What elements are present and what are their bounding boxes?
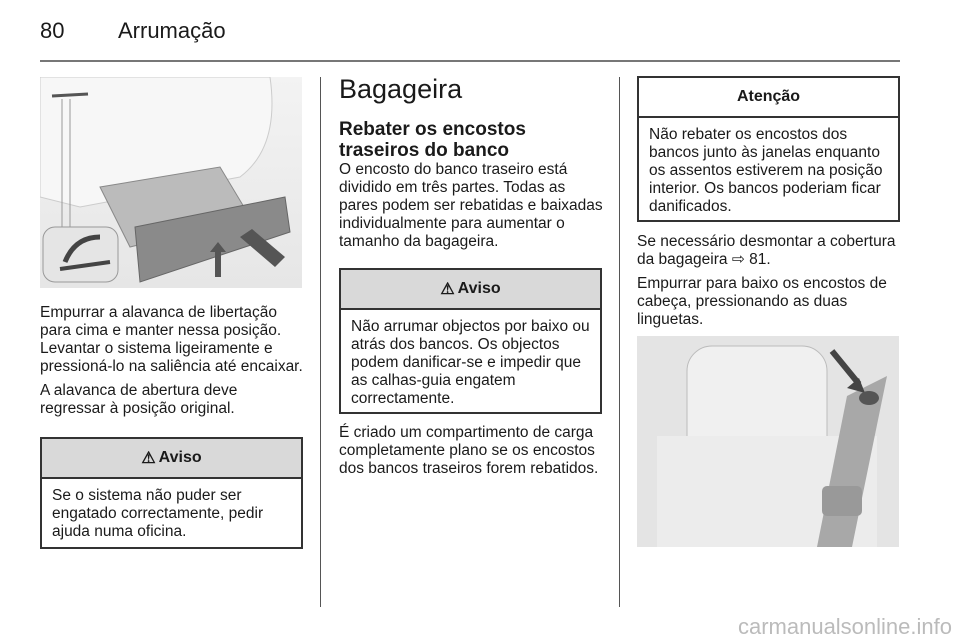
header-rule bbox=[40, 60, 900, 62]
body-text: É criado um compartimento de carga completamente plano se os encostos dos bancos traseiros forem rebatidos. bbox=[339, 424, 599, 477]
instruction-text: A alavanca de abertura deve regressar à posição original. bbox=[40, 382, 238, 417]
headrest-illustration bbox=[637, 336, 899, 547]
warning-triangle-icon: ⚠ bbox=[440, 281, 455, 298]
warning-text: Se o sistema não puder ser engatado correctamente, pedir ajuda numa oficina. bbox=[52, 487, 264, 540]
subsection-heading: Rebater os encostos traseiros do banco bbox=[339, 119, 526, 161]
warning-text: Não arrumar objectos por baixo ou atrás dos bancos. Os objectos podem danificar-se e impedir que as calhas-guia engatem correctamente. bbox=[351, 318, 590, 407]
watermark: carmanualsonline.info bbox=[737, 614, 952, 639]
warning-box bbox=[339, 268, 602, 414]
warning-title: Aviso bbox=[158, 449, 202, 466]
body-text: Empurrar para baixo os encostos de cabeça, pressionando as duas linguetas. bbox=[637, 275, 887, 328]
body-text: Se necessário desmontar a cobertura da bagageira bbox=[637, 233, 896, 268]
attention-box bbox=[637, 76, 900, 222]
attention-text: Não rebater os encostos dos bancos junto às janelas enquanto os assentos estiverem na posição interior. Os bancos poderiam ficar danificados. bbox=[649, 126, 883, 215]
column-divider bbox=[320, 77, 321, 607]
body-text: O encosto do banco traseiro está dividido em três partes. Todas as pares podem ser rebatidas e baixadas individualmente para aumentar o tamanho da bagageira. bbox=[339, 161, 603, 250]
luggage-tray-illustration bbox=[40, 77, 302, 288]
page-reference-link[interactable]: 81. bbox=[749, 251, 771, 268]
page-title: Arrumação bbox=[118, 18, 226, 43]
section-heading: Bagageira bbox=[339, 74, 463, 104]
warning-title: Aviso bbox=[457, 280, 501, 297]
column-divider bbox=[619, 77, 620, 607]
warning-triangle-icon: ⚠ bbox=[141, 450, 156, 467]
attention-title: Atenção bbox=[736, 88, 801, 105]
page-number: 80 bbox=[40, 18, 65, 43]
cross-reference-arrow-icon: ⇨ bbox=[731, 251, 745, 268]
warning-box bbox=[40, 437, 303, 549]
instruction-text: Empurrar a alavanca de libertação para cima e manter nessa posição. Levantar o sistema ligeiramente e pressioná-lo na saliência até encaixar. bbox=[40, 304, 303, 375]
